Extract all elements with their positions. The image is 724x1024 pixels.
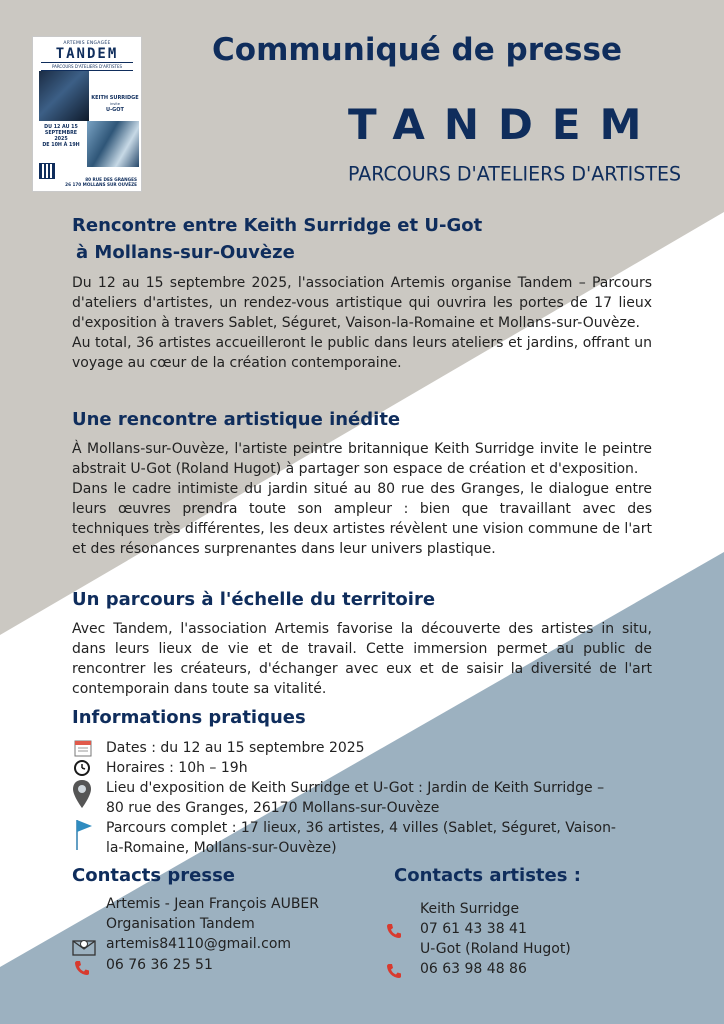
poster-address bbox=[37, 177, 137, 187]
info-location: Lieu d'exposition de Keith Surridge et U-Got : Jardin de Keith Surridge – 80 rue des Granges, 26170 Mollans-sur-Ouvèze bbox=[106, 780, 605, 816]
section1-body bbox=[72, 273, 652, 373]
section1-heading-line1: Rencontre entre Keith Surridge et U-Got bbox=[72, 215, 483, 236]
press-contact-phone[interactable]: 06 76 36 25 51 bbox=[106, 957, 213, 973]
flag-icon bbox=[72, 818, 94, 852]
press-contacts-heading: Contacts presse bbox=[72, 865, 236, 886]
section1-heading-line2: à Mollans-sur-Ouvèze bbox=[76, 242, 295, 263]
poster-dates-line1: DU 12 AU 15 bbox=[44, 125, 78, 130]
map-pin-icon bbox=[72, 778, 94, 810]
poster-artwork-2 bbox=[87, 121, 139, 167]
section3-paragraph-1: Avec Tandem, l'association Artemis favorise la découverte des artistes in situ, dans leurs lieux de vie et de travail. Cette immersion permet au public de rencontrer les créateurs, d'échanger avec eux et de saisir la diversité de l'art contemporain dans toute sa vitalité. bbox=[72, 621, 652, 697]
brand-title: TANDEM bbox=[348, 100, 661, 149]
press-contact-email[interactable]: artemis84110@gmail.com bbox=[106, 936, 292, 952]
email-icon bbox=[72, 938, 96, 956]
info-heading: Informations pratiques bbox=[72, 707, 306, 728]
poster-dates bbox=[37, 125, 85, 149]
section2-heading: Une rencontre artistique inédite bbox=[72, 409, 401, 430]
section1-paragraph-1: Du 12 au 15 septembre 2025, l'association Artemis organise Tandem – Parcours d'ateliers d'artistes, un rendez-vous artistique qui ouvrira les portes de 17 lieux d'exposition à travers Sablet, Séguret, Vaison-la-Romaine et Mollans-sur-Ouvèze. bbox=[72, 275, 652, 331]
section2-paragraph-2: Dans le cadre intimiste du jardin situé au 80 rue des Granges, le dialogue entre leurs œuvres prendra toute son ampleur : bien que travaillant avec des techniques très différentes, les deux artistes révèlent une vision commune de l'art et des résonances surprenantes dans leur univers plastique. bbox=[72, 481, 652, 557]
artist1-phone[interactable]: 07 61 43 38 41 bbox=[420, 921, 527, 937]
press-contact-org: Organisation Tandem bbox=[106, 916, 255, 932]
poster-title: TANDEM bbox=[55, 46, 119, 62]
clock-icon bbox=[72, 758, 94, 778]
info-route: Parcours complet : 17 lieux, 36 artistes, 4 villes (Sablet, Séguret, Vaison-la-Romaine, Mollans-sur-Ouvèze) bbox=[106, 820, 616, 856]
section3-body bbox=[72, 619, 652, 699]
info-location-row bbox=[72, 778, 652, 818]
section2-body bbox=[72, 439, 652, 559]
poster-artists bbox=[91, 95, 139, 113]
poster-address-line2: 26 170 MOLLANS SUR OUVÈZE bbox=[65, 182, 137, 187]
artist-contacts-heading: Contacts artistes : bbox=[394, 865, 581, 886]
poster-association: ARTEMIS ENGAGÉE bbox=[63, 41, 111, 46]
poster-address-line1: 80 RUE DES GRANGES bbox=[85, 177, 137, 182]
artist1-name: Keith Surridge bbox=[420, 901, 520, 917]
poster-dates-line3: 2025 bbox=[54, 137, 68, 142]
event-poster-thumbnail bbox=[32, 36, 142, 192]
press-contact-name: Artemis - Jean François AUBER bbox=[106, 896, 319, 912]
phone-icon bbox=[386, 923, 402, 939]
section2-paragraph-1: À Mollans-sur-Ouvèze, l'artiste peintre britannique Keith Surridge invite le peintre abstrait U-Got (Roland Hugot) à partager son espace de création et d'exposition. bbox=[72, 441, 652, 477]
section3-heading: Un parcours à l'échelle du territoire bbox=[72, 589, 436, 610]
poster-dates-line2: SEPTEMBRE bbox=[44, 131, 78, 136]
info-dates: Dates : du 12 au 15 septembre 2025 bbox=[106, 740, 365, 756]
phone-icon bbox=[386, 963, 402, 979]
artist2-name: U-Got (Roland Hugot) bbox=[420, 941, 571, 957]
calendar-icon bbox=[72, 738, 94, 758]
section1-paragraph-2: Au total, 36 artistes accueilleront le public dans leurs ateliers et jardins, offrant un voyage au cœur de la création contemporaine. bbox=[72, 335, 652, 371]
info-hours: Horaires : 10h – 19h bbox=[106, 760, 248, 776]
poster-invite: invite bbox=[110, 102, 120, 106]
poster-artist-1: KEITH SURRIDGE bbox=[91, 95, 139, 101]
poster-artwork-1 bbox=[39, 71, 89, 121]
info-route-row bbox=[72, 818, 652, 858]
brand-subtitle: PARCOURS D'ATELIERS D'ARTISTES bbox=[348, 162, 682, 186]
page-title: Communiqué de presse bbox=[212, 32, 622, 68]
poster-subtitle: PARCOURS D'ATELIERS D'ARTISTES bbox=[41, 62, 133, 71]
artist2-phone[interactable]: 06 63 98 48 86 bbox=[420, 961, 527, 977]
phone-icon bbox=[74, 960, 90, 976]
poster-hours: DE 10H À 19H bbox=[42, 143, 80, 148]
poster-artist-2: U-GOT bbox=[106, 107, 124, 113]
